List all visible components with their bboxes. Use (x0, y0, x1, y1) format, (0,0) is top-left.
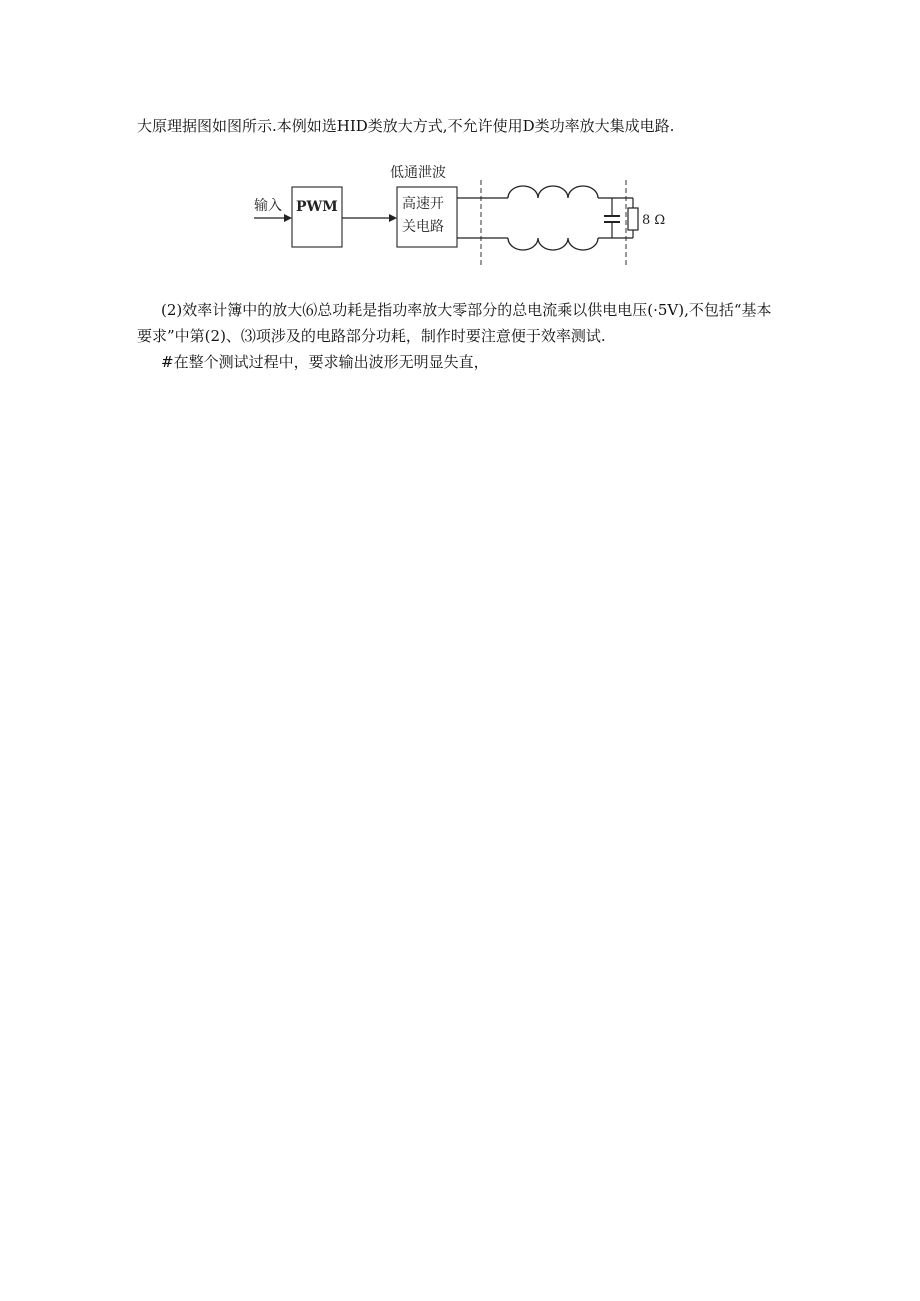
pwm-to-switch-arrow-head (389, 214, 397, 222)
input-arrow-head (284, 214, 292, 222)
filter-label: 低通泄波 (390, 165, 446, 181)
paragraph-waveform: #在整个测试过程中，要求输出波形无明显失直， (161, 353, 489, 371)
input-label: 输入 (254, 198, 282, 214)
paragraph-intro: 大原理据图如图所示.本例如选HID类放大方式,不允许使用D类功率放大集成电路. (137, 117, 675, 135)
resistor-body (628, 208, 638, 230)
pwm-box (292, 187, 342, 247)
pwm-label: PWM (296, 199, 338, 215)
top-inductor (508, 186, 598, 198)
bottom-inductor (508, 238, 598, 250)
paragraph-efficiency-line2: 要求”中第(2)、⑶项涉及的电路部分功耗，制作时要注意便于效率测试. (137, 327, 606, 345)
load-label: 8 Ω (642, 213, 666, 228)
switch-label-line1: 高速开 (402, 196, 444, 212)
switch-label-line2: 关电路 (402, 219, 444, 235)
paragraph-efficiency-line1: (2)效率计簿中的放大⑹总功耗是指功率放大零部分的总电流乘以供电电压(·5V),不包括“基本 (161, 301, 772, 319)
block-diagram (240, 158, 680, 273)
